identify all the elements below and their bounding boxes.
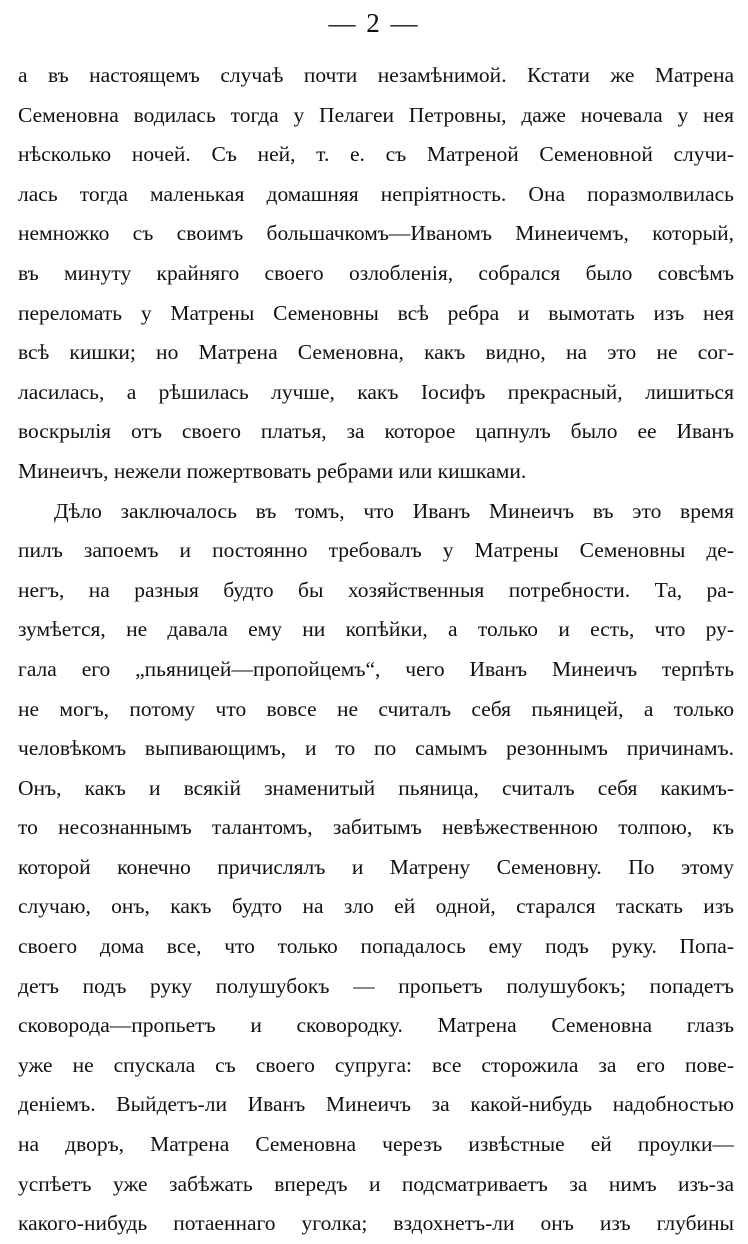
text-line: нѣсколько ночей. Съ ней, т. е. съ Матреной Семеновной случи- (18, 142, 734, 167)
text-line: человѣкомъ выпивающимъ, и то по самымъ резоннымъ причинамъ. (18, 736, 734, 761)
text-line: всѣ кишки; но Матрена Семеновна, какъ видно, на это не сог- (18, 340, 734, 365)
text-line: воскрылія отъ своего платья, за которое цапнулъ было ее Иванъ (18, 419, 734, 444)
text-line: сковорода—пропьетъ и сковородку. Матрена Семеновна глазъ (18, 1013, 734, 1038)
text-line: пилъ запоемъ и постоянно требовалъ у Матрены Семеновны де- (18, 538, 734, 563)
text-line: детъ подъ руку полушубокъ — пропьетъ полушубокъ; попадетъ (18, 973, 734, 998)
text-line: въ минуту крайняго своего озлобленія, собрался было совсѣмъ (18, 260, 734, 285)
paragraph-end-line: Минеичъ, нежели пожертвовать ребрами или кишками. (18, 458, 527, 483)
text-line: зумѣется, не давала ему ни копѣйки, а только и есть, что ру- (18, 617, 734, 642)
text-line: на дворъ, Матрена Семеновна черезъ извѣстные ей проулки— (18, 1132, 734, 1157)
text-line: лась тогда маленькая домашняя непріятность. Она поразмолвилась (18, 181, 734, 206)
paragraph-start-line: Дѣло заключалось въ томъ, что Иванъ Минеичъ въ это время (54, 498, 734, 523)
text-line: то несознаннымъ талантомъ, забитымъ невѣжественною толпою, къ (18, 815, 734, 840)
text-line: которой конечно причислялъ и Матрену Семеновну. По этому (18, 854, 734, 879)
text-line: своего дома все, что только попадалось ему подъ руку. Попа- (18, 934, 734, 959)
text-line: гала его „пьяницей—пропойцемъ“, чего Иванъ Минеичъ терпѣть (18, 656, 734, 681)
text-line: негъ, на разныя будто бы хозяйственныя потребности. Та, ра- (18, 577, 734, 602)
text-line: не могъ, потому что вовсе не считалъ себя пьяницей, а только (18, 696, 734, 721)
text-line: Семеновна водилась тогда у Пелагеи Петровны, даже ночевала у нея (18, 102, 734, 127)
text-line: уже не спускала съ своего супруга: все сторожила за его пове- (18, 1052, 734, 1077)
text-line: успѣетъ уже забѣжать впередъ и подсматриваетъ за нимъ изъ-за (18, 1171, 734, 1196)
text-line: ласилась, а рѣшилась лучше, какъ Іосифъ прекрасный, лишиться (18, 379, 734, 404)
page-body-text (18, 56, 734, 1244)
text-line: немножко съ своимъ большачкомъ—Иваномъ Минеичемъ, который, (18, 221, 734, 246)
text-line: а въ настоящемъ случаѣ почти незамѣнимой. Кстати же Матрена (18, 63, 734, 87)
text-line: переломать у Матрены Семеновны всѣ ребра и вымотать изъ нея (18, 300, 734, 325)
page-number: — 2 — (328, 8, 420, 38)
text-line: деніемъ. Выйдетъ-ли Иванъ Минеичъ за какой-нибудь надобностью (18, 1092, 734, 1117)
text-line: Онъ, какъ и всякій знаменитый пьяница, считалъ себя какимъ- (18, 775, 734, 800)
text-line: случаю, онъ, какъ будто на зло ей одной, старался таскать изъ (18, 894, 734, 919)
text-line: какого-нибудь потаеннаго уголка; вздохнетъ-ли онъ изъ глубины (18, 1211, 734, 1236)
